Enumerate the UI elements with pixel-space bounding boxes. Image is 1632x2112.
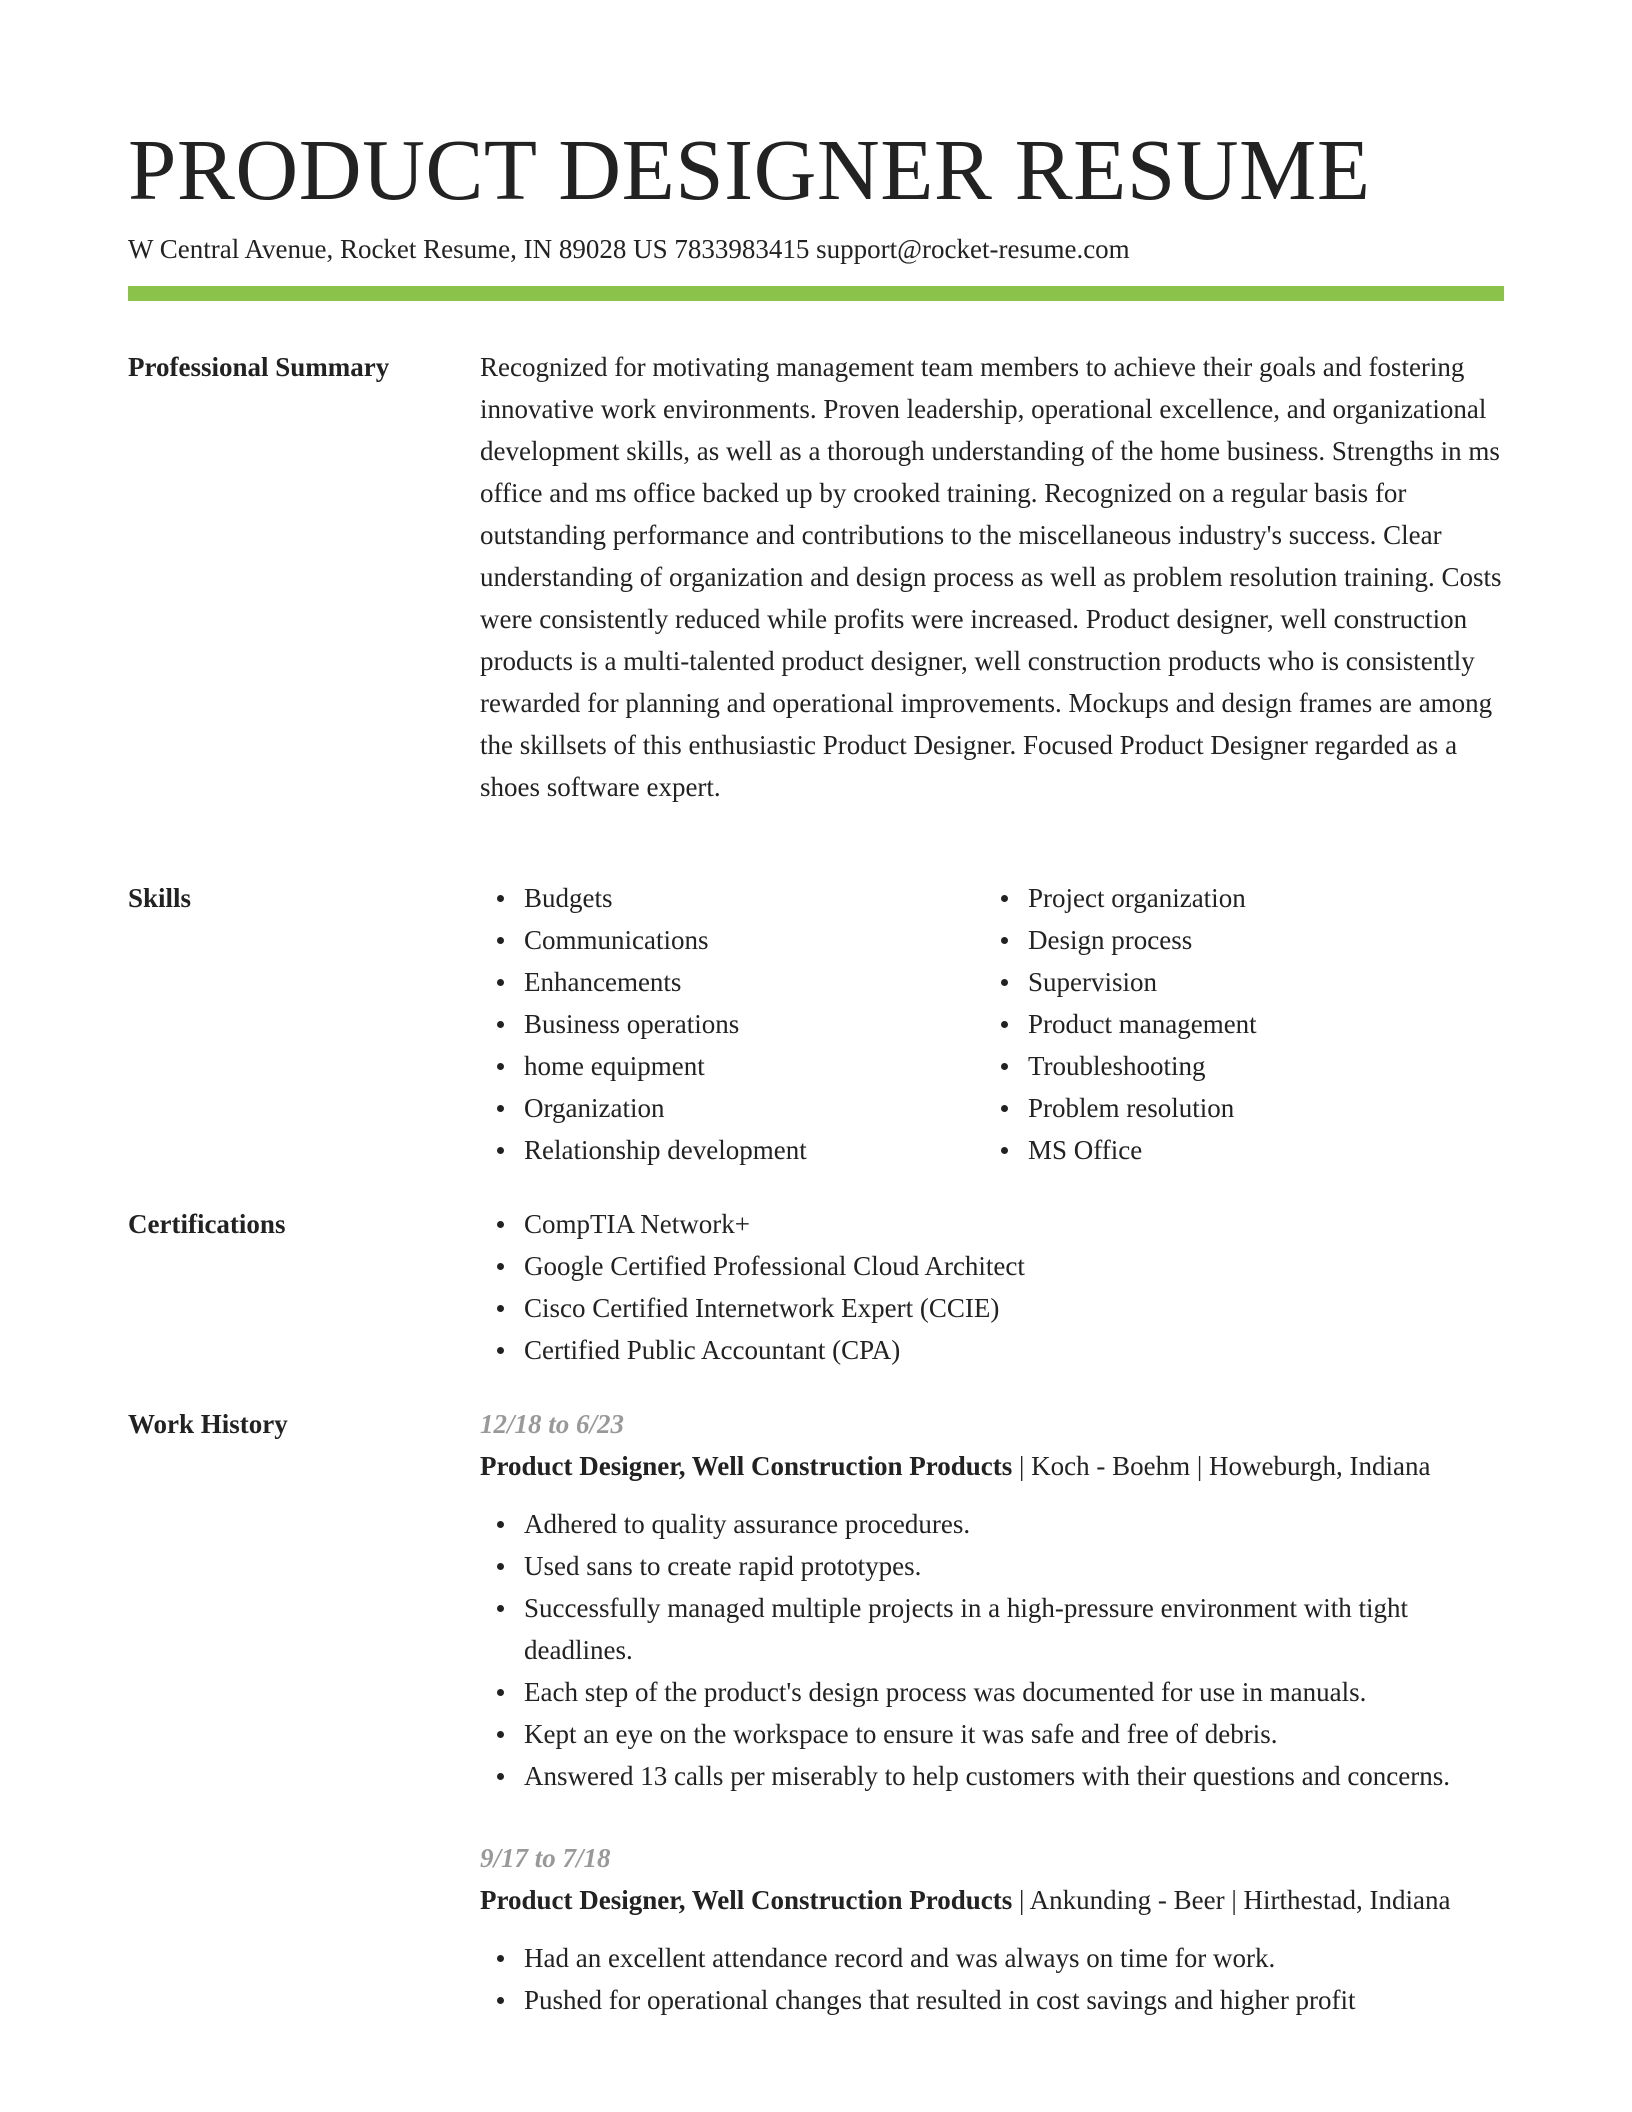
header-divider	[128, 286, 1504, 301]
skills-column-left	[480, 877, 984, 1171]
summary-body	[480, 346, 1504, 808]
job-dates: 9/17 to 7/18	[480, 1843, 611, 1873]
skills-label: Skills	[128, 883, 192, 913]
job-heading	[480, 1879, 1504, 1921]
work-history-label: Work History	[128, 1409, 288, 1439]
job-bullet: Had an excellent attendance record and was always on time for work.	[524, 1937, 1504, 1979]
job-entry	[480, 1403, 1504, 1797]
job-bullets	[480, 1937, 1504, 2021]
job-bullet: Kept an eye on the workspace to ensure it was safe and free of debris.	[524, 1713, 1504, 1755]
job-title: Product Designer, Well Construction Products	[480, 1451, 1013, 1481]
skill-item: Product management	[1028, 1003, 1488, 1045]
skill-item: Supervision	[1028, 961, 1488, 1003]
certifications-body	[480, 1203, 1504, 1371]
skill-item: Problem resolution	[1028, 1087, 1488, 1129]
job-bullet: Answered 13 calls per miserably to help customers with their questions and concerns.	[524, 1755, 1504, 1797]
certification-item: Certified Public Accountant (CPA)	[524, 1329, 1504, 1371]
certification-item: CompTIA Network+	[524, 1203, 1504, 1245]
job-bullet: Used sans to create rapid prototypes.	[524, 1545, 1504, 1587]
skill-item: Organization	[524, 1087, 984, 1129]
job-bullet: Adhered to quality assurance procedures.	[524, 1503, 1504, 1545]
resume-title: PRODUCT DESIGNER RESUME	[128, 121, 1371, 218]
skill-item: Relationship development	[524, 1129, 984, 1171]
skill-item: Project organization	[1028, 877, 1488, 919]
certification-item: Cisco Certified Internetwork Expert (CCIE)	[524, 1287, 1504, 1329]
skill-item: MS Office	[1028, 1129, 1488, 1171]
skill-item: Communications	[524, 919, 984, 961]
job-bullet: Successfully managed multiple projects in a high-pressure environment with tight deadlines.	[524, 1587, 1504, 1671]
skill-item: Design process	[1028, 919, 1488, 961]
job-bullet: Each step of the product's design process was documented for use in manuals.	[524, 1671, 1504, 1713]
job-details: | Koch - Boehm | Howeburgh, Indiana	[1012, 1451, 1431, 1481]
job-bullet: Pushed for operational changes that resulted in cost savings and higher profit	[524, 1979, 1504, 2021]
skill-item: Budgets	[524, 877, 984, 919]
certification-item: Google Certified Professional Cloud Architect	[524, 1245, 1504, 1287]
skills-column-right	[984, 877, 1488, 1171]
summary-label: Professional Summary	[128, 352, 390, 382]
summary-text: Recognized for motivating management team members to achieve their goals and fostering innovative work environments. Proven leadership, operational excellence, and organizational development skills, as well as a thorough understanding of the home business. Strengths in ms office and ms office backed up by crooked training. Recognized on a regular basis for outstanding performance and contributions to the miscellaneous industry's success. Clear understanding of organization and design process as well as problem resolution training. Costs were consistently reduced while profits were increased. Product designer, well construction products is a multi-talented product designer, well construction products who is consistently rewarded for planning and operational improvements. Mockups and design frames are among the skillsets of this enthusiastic Product Designer. Focused Product Designer regarded as a shoes software expert.	[480, 352, 1502, 802]
contact-info: W Central Avenue, Rocket Resume, IN 89028 US 7833983415 support@rocket-resume.com	[128, 234, 1130, 264]
skill-item: home equipment	[524, 1045, 984, 1087]
skills-body	[480, 877, 1504, 1171]
certifications-label: Certifications	[128, 1209, 286, 1239]
job-entry	[480, 1837, 1504, 2021]
job-heading	[480, 1445, 1504, 1487]
job-bullets	[480, 1503, 1504, 1797]
job-title: Product Designer, Well Construction Products	[480, 1885, 1013, 1915]
job-dates: 12/18 to 6/23	[480, 1409, 625, 1439]
skill-item: Enhancements	[524, 961, 984, 1003]
skill-item: Business operations	[524, 1003, 984, 1045]
skill-item: Troubleshooting	[1028, 1045, 1488, 1087]
job-details: | Ankunding - Beer | Hirthestad, Indiana	[1012, 1885, 1451, 1915]
work-history-body	[480, 1403, 1504, 2021]
